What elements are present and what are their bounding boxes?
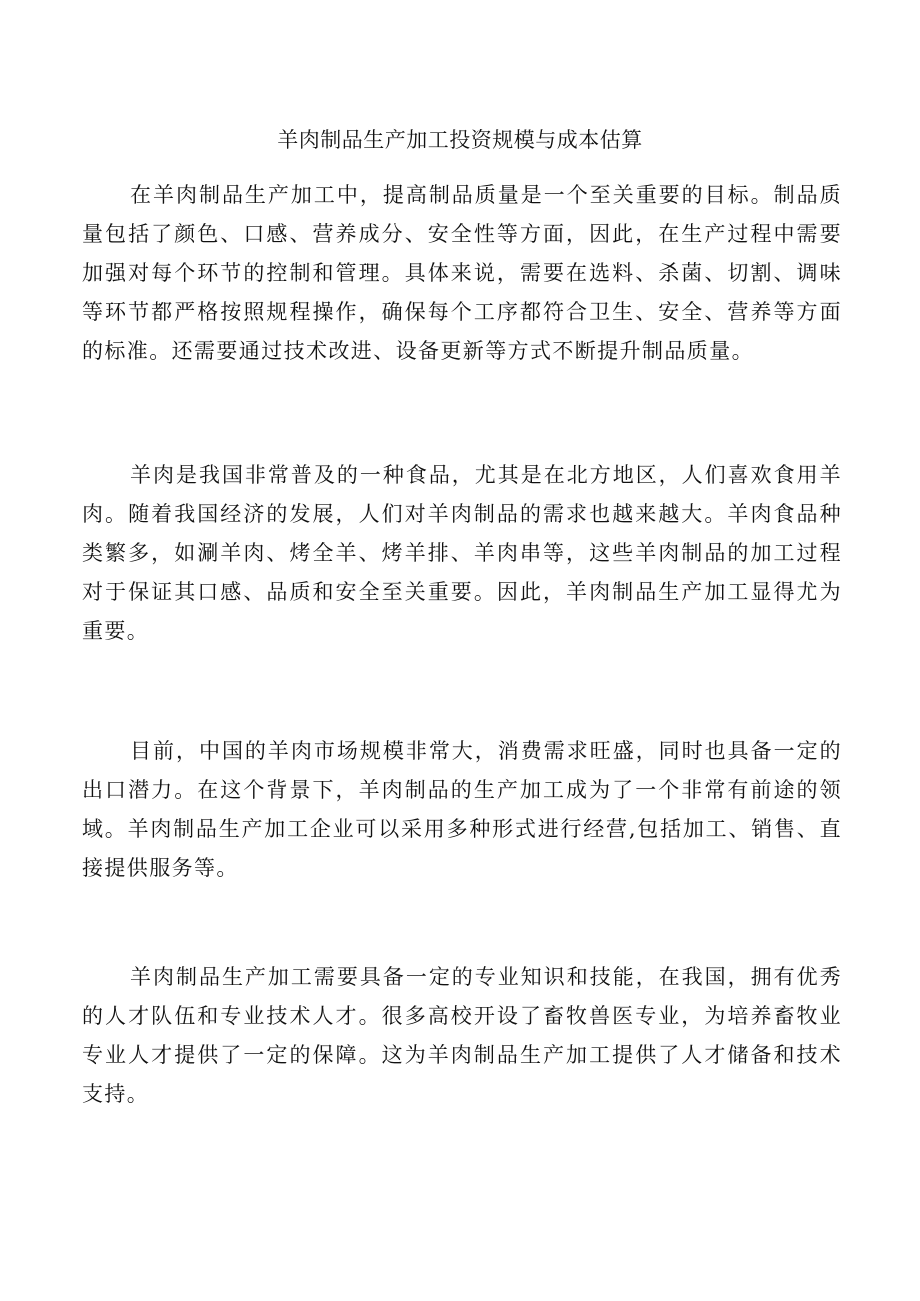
paragraph-market: 目前，中国的羊肉市场规模非常大，消费需求旺盛，同时也具备一定的出口潜力。在这个背景下，羊肉制品的生产加工成为了一个非常有前途的领域。羊肉制品生产加工企业可以采用多种形式进行经营,包括加工、销售、直接提供服务等。 [82, 739, 842, 880]
document-title: 羊肉制品生产加工投资规模与成本估算 [277, 128, 643, 152]
paragraph-demand: 羊肉是我国非常普及的一种食品，尤其是在北方地区，人们喜欢食用羊肉。随着我国经济的发展，人们对羊肉制品的需求也越来越大。羊肉食品种类繁多，如涮羊肉、烤全羊、烤羊排、羊肉串等，这些羊肉制品的加工过程对于保证其口感、品质和安全至关重要。因此，羊肉制品生产加工显得尤为重要。 [82, 463, 842, 643]
paragraph-talent: 羊肉制品生产加工需要具备一定的专业知识和技能，在我国，拥有优秀的人才队伍和专业技术人才。很多高校开设了畜牧兽医专业，为培养畜牧业专业人才提供了一定的保障。这为羊肉制品生产加工提供了人才储备和技术支持。 [82, 965, 842, 1106]
paragraph-quality: 在羊肉制品生产加工中，提高制品质量是一个至关重要的目标。制品质量包括了颜色、口感、营养成分、安全性等方面，因此，在生产过程中需要加强对每个环节的控制和管理。具体来说，需要在选料、杀菌、切割、调味等环节都严格按照规程操作，确保每个工序都符合卫生、安全、营养等方面的标准。还需要通过技术改进、设备更新等方式不断提升制品质量。 [82, 183, 842, 363]
